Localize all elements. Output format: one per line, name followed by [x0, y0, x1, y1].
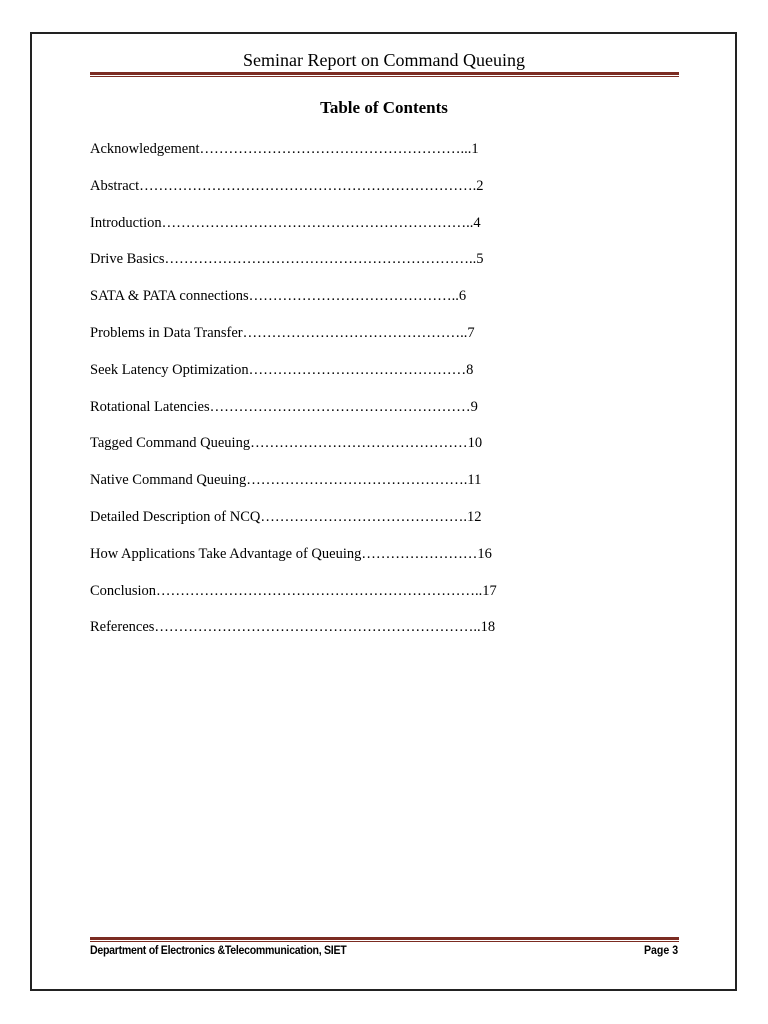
header-title: Seminar Report on Command Queuing [243, 50, 525, 70]
toc-entry-introduction: Introduction………………………………………………………..4 [90, 214, 481, 231]
footer-rule-thick [90, 937, 679, 940]
footer-rule-thin [90, 941, 679, 942]
toc-entry-references: References…………………………………………………………..18 [90, 619, 496, 636]
toc-entry-sata-pata: SATA & PATA connections……………………………………..6 [90, 288, 467, 305]
toc-entry-detailed-ncq: Detailed Description of NCQ…………………………………….12 [90, 508, 482, 525]
toc-entry-problems-data-transfer: Problems in Data Transfer………………………………………..7 [90, 324, 475, 341]
toc-entry-drive-basics: Drive Basics………………………………………………………..5 [90, 251, 484, 268]
footer-department: Department of Electronics &Telecommunication, SIET [90, 945, 347, 957]
toc-entry-acknowledgement: Acknowledgement………………………………………………...1 [90, 141, 479, 157]
toc-title: Table of Contents [320, 98, 448, 117]
toc-list [90, 138, 497, 653]
footer-page-number: Page 3 [643, 945, 678, 957]
toc-entry-abstract: Abstract…………………………………………………………….2 [90, 177, 484, 194]
header-rule-thin [90, 76, 679, 77]
toc-entry-seek-latency: Seek Latency Optimization………………………………………8 [90, 361, 474, 378]
toc-entry-native-command-queuing: Native Command Queuing……………………………………….11 [90, 472, 482, 489]
header-rule-thick [90, 72, 679, 75]
toc-entry-applications-queuing: How Applications Take Advantage of Queuing……………………16 [90, 545, 492, 562]
toc-entry-conclusion: Conclusion…………………………………………………………..17 [90, 582, 497, 599]
toc-entry-rotational-latencies: Rotational Latencies………………………………………………9 [90, 398, 478, 415]
toc-entry-tagged-command-queuing: Tagged Command Queuing………………………………………10 [90, 435, 483, 452]
